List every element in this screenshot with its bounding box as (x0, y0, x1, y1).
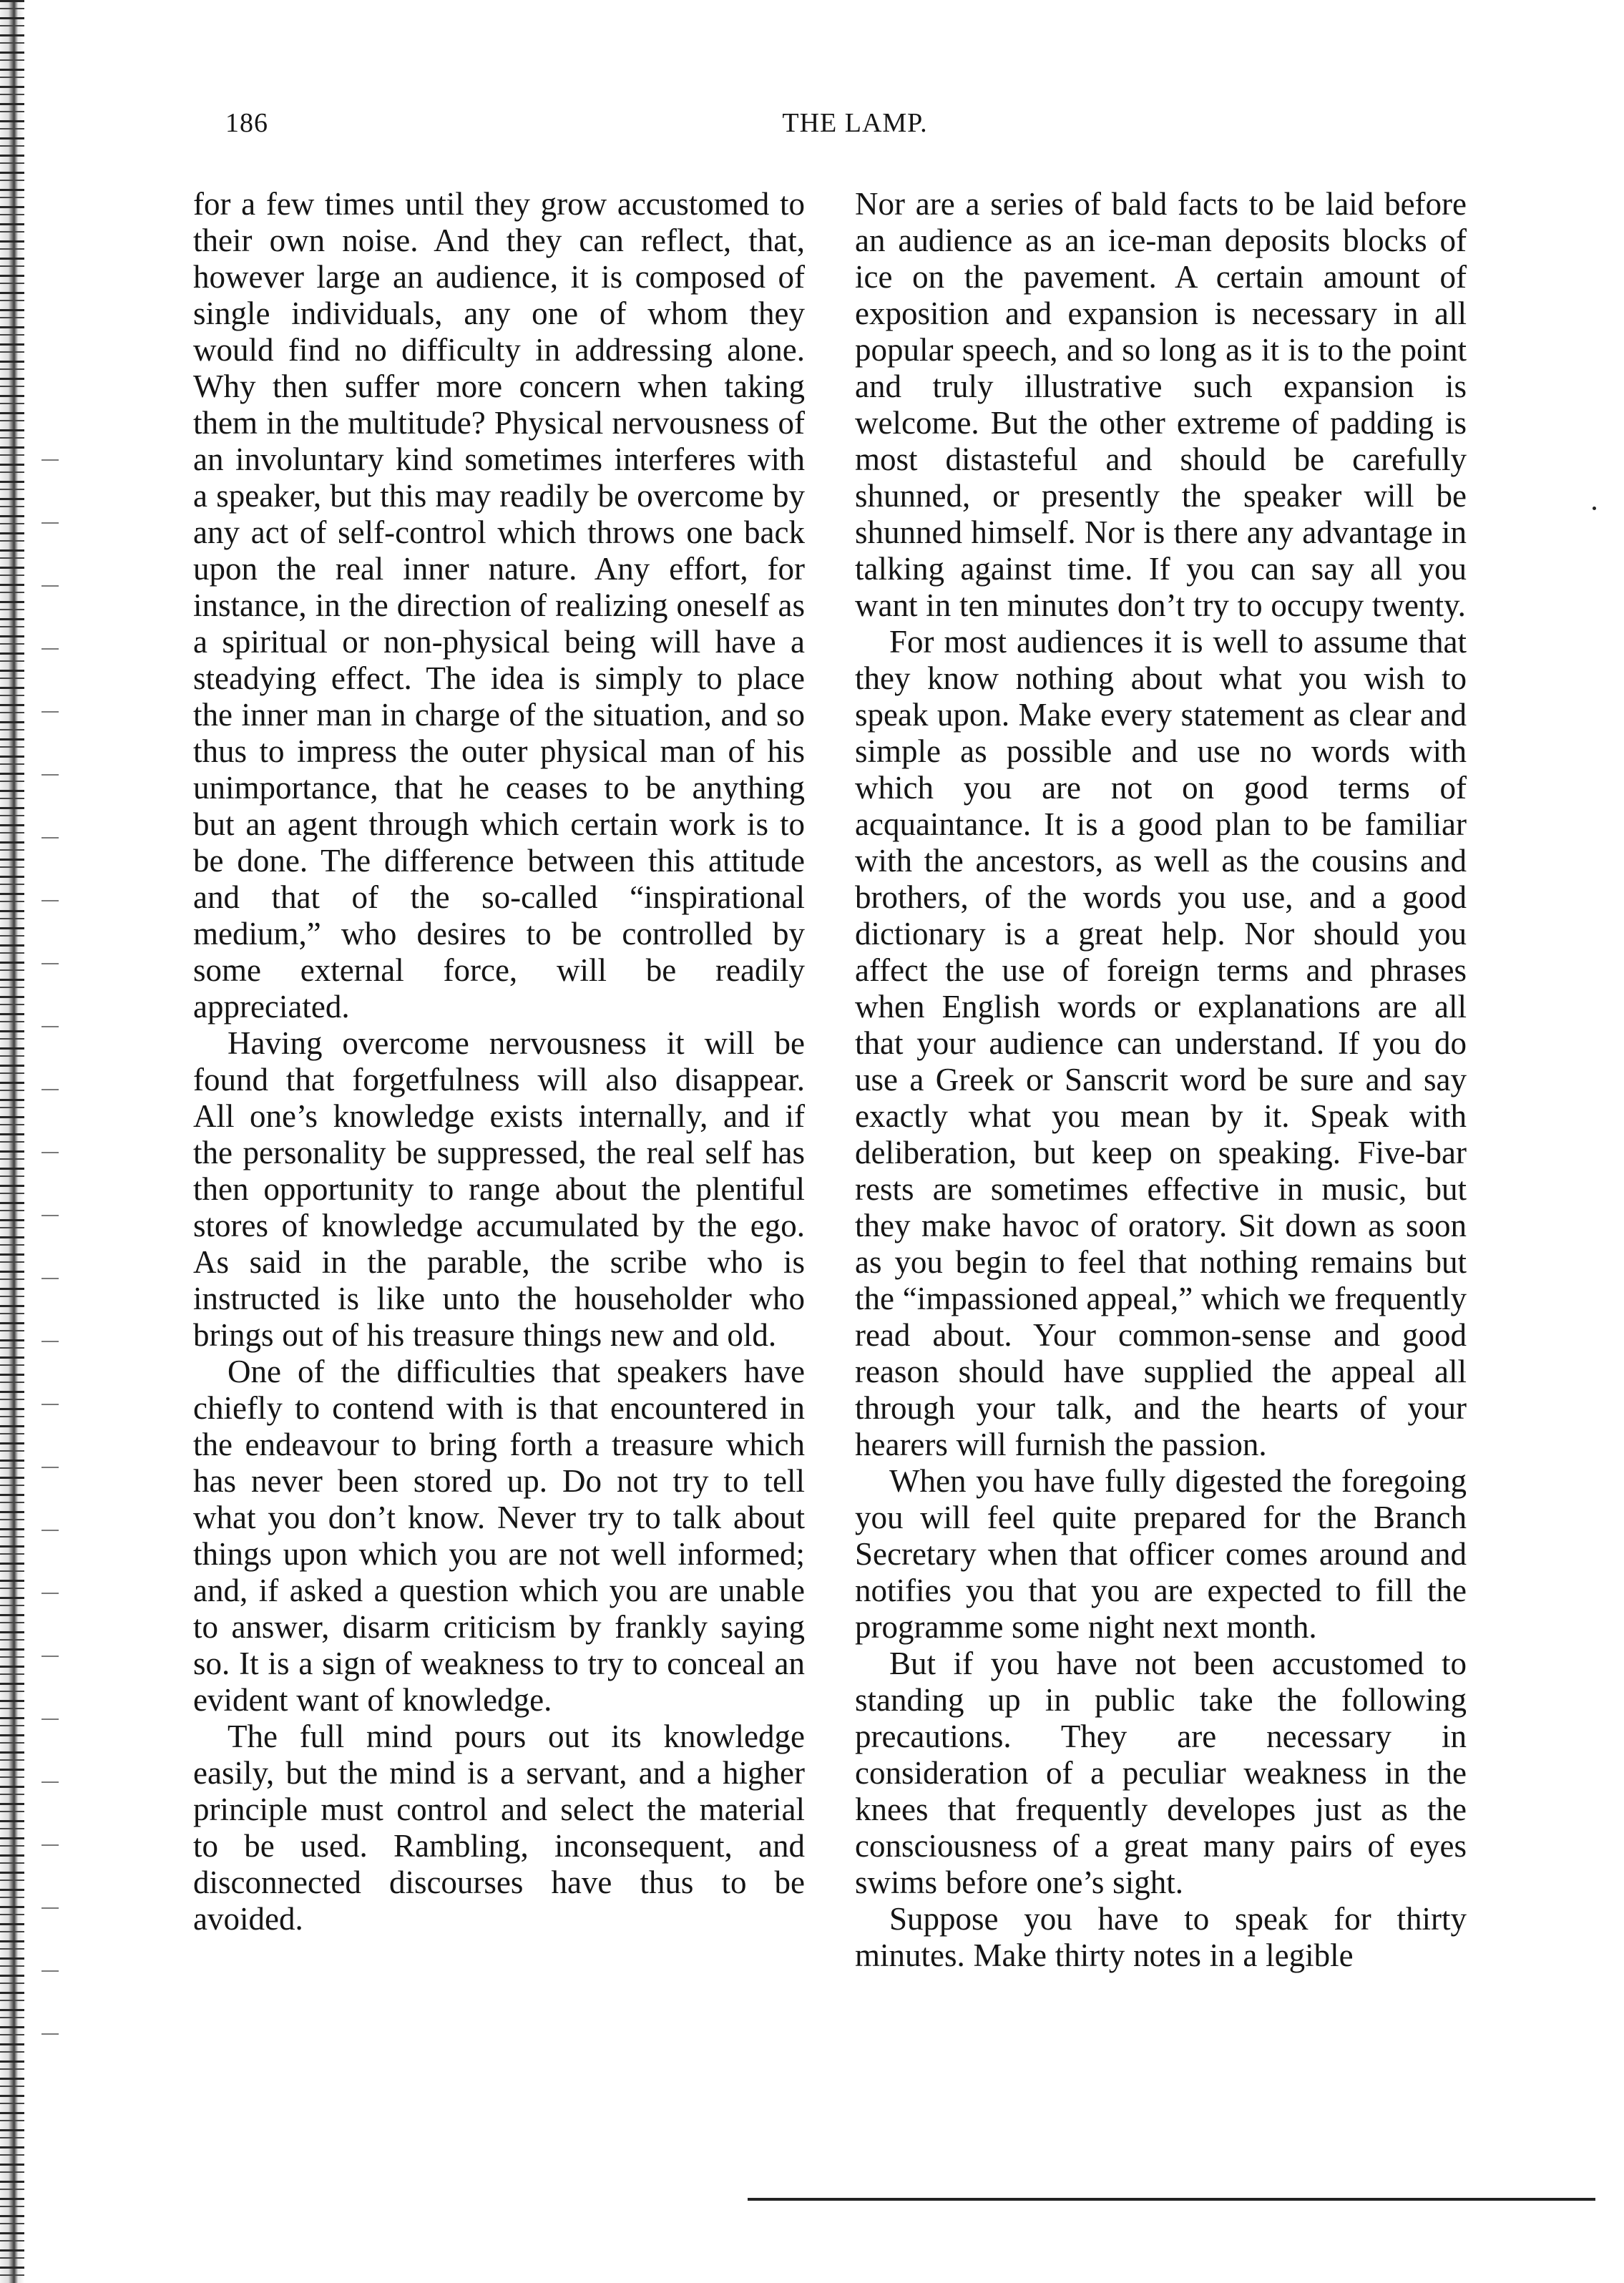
page-number: 186 (225, 108, 268, 138)
paragraph: One of the difficulties that speakers have chiefly to contend with is that encountered in the endeavour to bring forth a treasure which has never been stored up. Do not try to tell what you don’t know. Never try to talk about things upon which you are not well informed; and, if asked a question which you are unable to answer, disarm criticism by frankly saying so. It is a sign of weakness to try to conceal an evident want of knowledge. (193, 1354, 805, 1718)
paragraph: But if you have not been accustomed to standing up in public take the following precautions. They are necessary in consideration of a peculiar weakness in the knees that frequently developes just as the consciousness of a great many pairs of eyes swims before one’s sight. (855, 1646, 1467, 1900)
left-text-column (193, 186, 805, 1937)
paragraph: For most audiences it is well to assume that they know nothing about what you wish to speak upon. Make every statement as clear and simple as possible and use no words with which you are not on good terms of acquaintance. It is a good plan to be familiar with the ancestors, as well as the cousins and brothers, of the words you use, and a good dictionary is a great help. Nor should you affect the use of foreign terms and phrases when English words or explanations are all that your audience can understand. If you do use a Greek or Sanscrit word be sure and say exactly what you mean by it. Speak with deliberation, but keep on speaking. Five-bar rests are sometimes effective in music, but they make havoc of oratory. Sit down as soon as you begin to feel that nothing remains but the “impassioned appeal,” which we frequently read about. Your common-sense and good reason should have supplied the appeal all through your talk, and the hearts of your hearers will furnish the passion. (855, 624, 1467, 1462)
paragraph: Nor are a series of bald facts to be laid before an audience as an ice-man deposits blocks of ice on the pavement. A certain amount of exposition and expansion is necessary in all popular speech, and so long as it is to the point and truly illustrative such expansion is welcome. But the other extreme of padding is most distasteful and should be carefully shunned, or presently the speaker will be shunned himself. Nor is there any advantage in talking against time. If you can say all you want in ten minutes don’t try to occupy twenty. (855, 186, 1467, 623)
right-text-column (855, 186, 1467, 1974)
page-footer-rule (748, 2198, 1595, 2201)
journal-title: THE LAMP. (782, 108, 928, 138)
binding-marks (41, 429, 59, 2039)
paragraph: When you have fully digested the foregoing you will feel quite prepared for the Branch Secretary when that officer comes around and notifies you that you are expected to fill the programme some night next month. (855, 1463, 1467, 1645)
paragraph: The full mind pours out its knowledge easily, but the mind is a servant, and a higher principle must control and select the material to be used. Rambling, inconsequent, and disconnected discourses have thus to be avoided. (193, 1719, 805, 1937)
scanned-binding-edge (0, 0, 24, 2283)
scan-speck (1593, 507, 1596, 510)
paragraph: for a few times until they grow accustomed to their own noise. And they can reflect, that, however large an audience, it is composed of single individuals, any one of whom they would find no difficulty in addressing alone. Why then suffer more concern when taking them in the multitude? Physical nervousness of an involuntary kind sometimes interferes with a speaker, but this may readily be overcome by any act of self-control which throws one back upon the real inner nature. Any effort, for instance, in the direction of realizing oneself as a spiritual or non-physical being will have a steadying effect. The idea is simply to place the inner man in charge of the situation, and so thus to impress the outer physical man of his unimportance, that he ceases to be anything but an agent through which certain work is to be done. The difference between this attitude and that of the so-called “inspirational medium,” who desires to be controlled by some external force, will be readily appreciated. (193, 186, 805, 1025)
page-header (225, 107, 1474, 157)
paragraph: Suppose you have to speak for thirty minutes. Make thirty notes in a legible (855, 1901, 1467, 1973)
paragraph: Having overcome nervousness it will be found that forgetfulness will also disappear. All one’s knowledge exists internally, and if the personality be suppressed, the real self has then opportunity to range about the plentiful stores of knowledge accumulated by the ego. As said in the parable, the scribe who is instructed is like unto the householder who brings out of his treasure things new and old. (193, 1025, 805, 1353)
